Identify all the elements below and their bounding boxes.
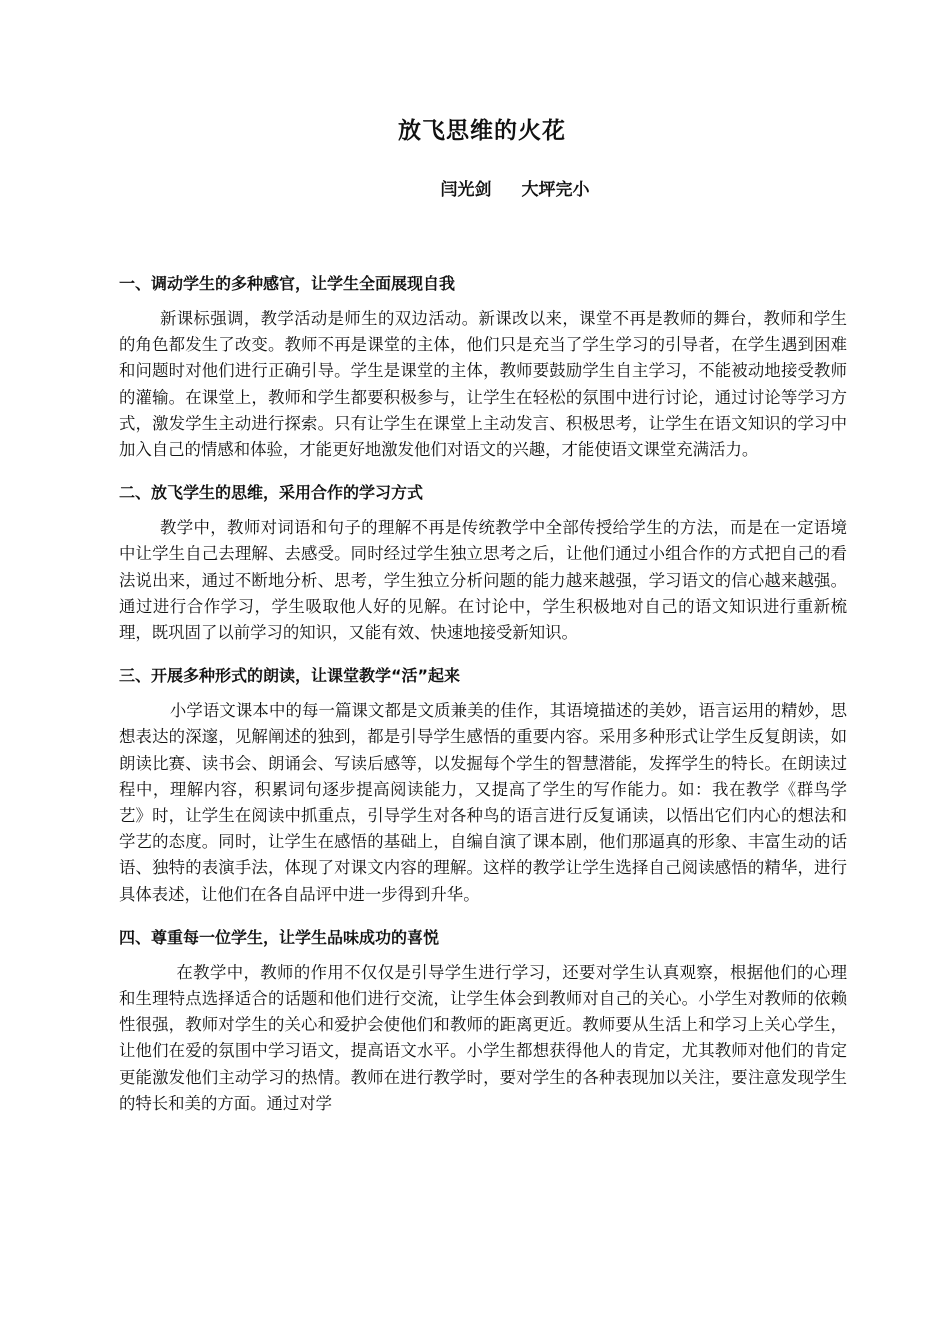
section-heading: 三、开展多种形式的朗读，让课堂教学“活”起来 bbox=[119, 666, 461, 686]
document-title: 放飞思维的火花 bbox=[398, 118, 566, 144]
section-heading: 二、放飞学生的思维，采用合作的学习方式 bbox=[119, 483, 424, 503]
school-name: 大坪完小 bbox=[521, 180, 590, 200]
document-body bbox=[119, 268, 847, 1131]
section-paragraph: 新课标强调，教学活动是师生的双边活动。新课改以来，课堂不再是教师的舞台，教师和学生的角色都发生了改变。教师不再是课堂的主体，他们只是充当了学生学习的引导者，在学生遇到困难和问题时对他们进行正确引导。学生是课堂的主体，教师要鼓励学生自主学习，不能被动地接受教师的灌输。在课堂上，教师和学生都要积极参与，让学生在轻松的氛围中进行讨论，通过讨论等学习方式，激发学生主动进行探索。只有让学生在课堂上主动发言、积极思考，让学生在语文知识的学习中加入自己的情感和体验，才能更好地激发他们对语文的兴趣，才能使语文课堂充满活力。 bbox=[119, 309, 847, 460]
byline bbox=[0, 175, 950, 200]
section-paragraph: 教学中，教师对词语和句子的理解不再是传统教学中全部传授给学生的方法，而是在一定语境中让学生自己去理解、去感受。同时经过学生独立思考之后，让他们通过小组合作的方式把自己的看法说出来，通过不断地分析、思考，学生独立分析问题的能力越来越强，学习语文的信心越来越强。通过进行合作学习，学生吸取他人好的见解。在讨论中，学生积极地对自己的语文知识进行重新梳理，既巩固了以前学习的知识，又能有效、快速地接受新知识。 bbox=[119, 518, 847, 643]
section-heading: 四、尊重每一位学生，让学生品味成功的喜悦 bbox=[119, 927, 440, 947]
section-paragraph: 在教学中，教师的作用不仅仅是引导学生进行学习，还要对学生认真观察，根据他们的心理和生理特点选择适合的话题和他们进行交流，让学生体会到教师对自己的关心。小学生对教师的依赖性很强，教师对学生的关心和爱护会使他们和教师的距离更近。教师要从生活上和学习上关心学生，让他们在爱的氛围中学习语文，提高语文水平。小学生都想获得他人的肯定，尤其教师对他们的肯定更能激发他们主动学习的热情。教师在进行教学时，要对学生的各种表现加以关注，要注意发现学生的特长和美的方面。通过对学 bbox=[119, 962, 847, 1113]
section-paragraph: 小学语文课本中的每一篇课文都是文质兼美的佳作，其语境描述的美妙，语言运用的精妙，思想表达的深邃，见解阐述的独到，都是引导学生感悟的重要内容。采用多种形式让学生反复朗读，如朗读比赛、读书会、朗诵会、写读后感等，以发掘每个学生的智慧潜能，发挥学生的特长。在朗读过程中，理解内容，积累词句逐步提高阅读能力，又提高了学生的写作能力。如：我在教学《群鸟学艺》时，让学生在阅读中抓重点，引导学生对各种鸟的语言进行反复诵读，以悟出它们内心的想法和学艺的态度。同时，让学生在感悟的基础上，自编自演了课本剧，他们那逼真的形象、丰富生动的话语、独特的表演手法，体现了对课文内容的理解。这样的教学让学生选择自己阅读感悟的精华，进行具体表述，让他们在各自品评中进一步得到升华。 bbox=[119, 701, 847, 904]
section-2 bbox=[119, 477, 847, 646]
section-3 bbox=[119, 660, 847, 908]
author-name: 闫光剑 bbox=[440, 180, 492, 200]
section-4 bbox=[119, 922, 847, 1117]
section-heading: 一、调动学生的多种感官，让学生全面展现自我 bbox=[119, 274, 456, 293]
section-1 bbox=[119, 268, 847, 463]
